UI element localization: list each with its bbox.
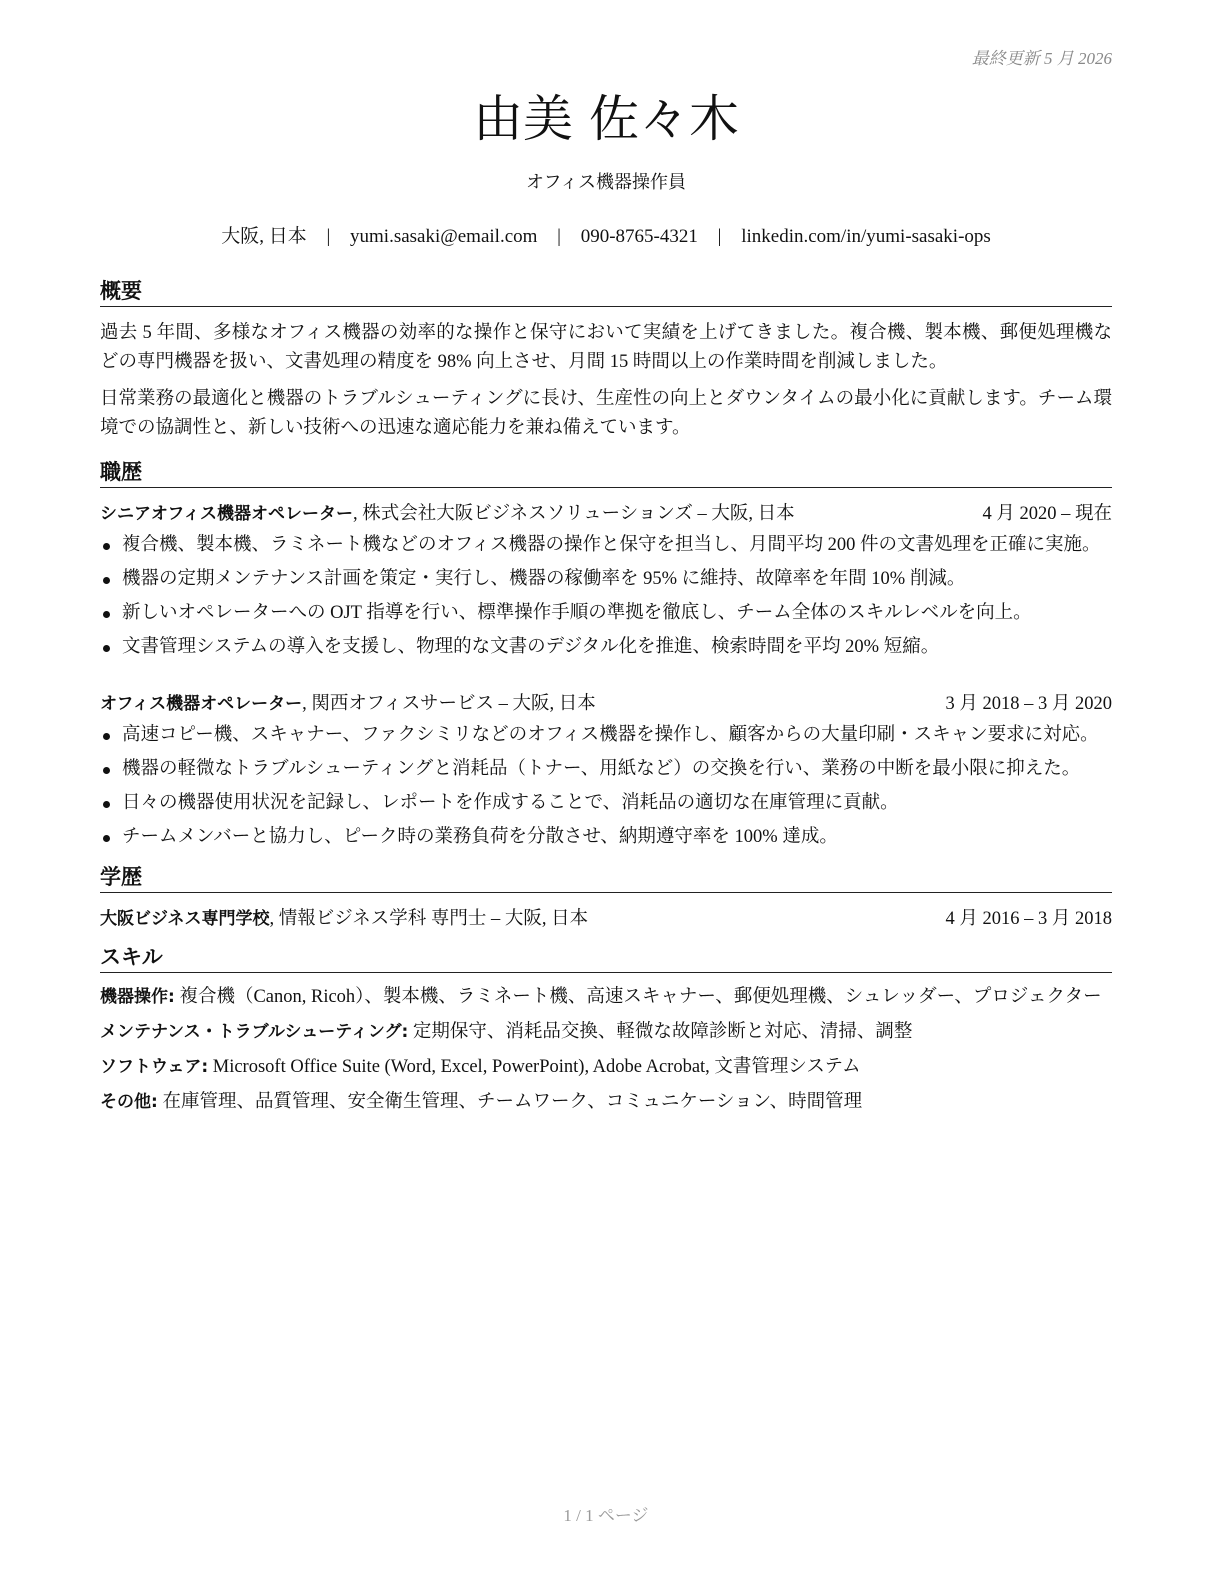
job-title: オフィス機器操作員 <box>525 172 687 193</box>
job-dates: 3 月 2018 – 3 月 2020 <box>945 694 1112 714</box>
job-header <box>100 690 1112 719</box>
job-bullet: 複合機、製本機、ラミネート機などのオフィス機器の操作と保守を担当し、月間平均 200 件の文書処理を正確に実施。 <box>100 532 1112 559</box>
job-bullet: 文書管理システムの導入を支援し、物理的な文書のデジタル化を推進、検索時間を平均 20% 短縮。 <box>100 634 1112 661</box>
summary-paragraph: 日常業務の最適化と機器のトラブルシューティングに長け、生産性の向上とダウンタイムの最小化に貢献します。チーム環境での協調性と、新しい技術への迅速な適応能力を兼ね備えています。 <box>100 389 1112 438</box>
skill-value: 複合機（Canon, Ricoh）、製本機、ラミネート機、高速スキャナー、郵便処理機、シュレッダー、プロジェクター <box>174 987 1102 1007</box>
school-name: 大阪ビジネス専門学校 <box>100 909 270 929</box>
job-bullet: 新しいオペレーターへの OJT 指導を行い、標準操作手順の準拠を徹底し、チーム全体のスキルレベルを向上。 <box>100 600 1112 627</box>
resume-body <box>100 276 1112 1117</box>
contact-phone[interactable]: 090-8765-4321 <box>580 226 698 247</box>
education-entry <box>100 905 1112 934</box>
candidate-name: 由美 佐々木 <box>473 90 739 148</box>
skills-heading: スキル <box>100 942 1112 973</box>
contact-separator: | <box>557 226 561 247</box>
skill-value: Microsoft Office Suite (Word, Excel, PowerPoint), Adobe Acrobat, 文書管理システム <box>208 1057 861 1077</box>
contact-separator: | <box>326 226 331 247</box>
job-bullet: 高速コピー機、スキャナー、ファクシミリなどのオフィス機器を操作し、顧客からの大量印刷・スキャン要求に対応。 <box>100 722 1112 749</box>
job-role: オフィス機器オペレーター <box>100 694 303 714</box>
job-org: , 関西オフィスサービス – 大阪, 日本 <box>302 694 596 714</box>
education-heading: 学歴 <box>100 862 1112 893</box>
job-role: シニアオフィス機器オペレーター <box>100 504 353 524</box>
resume-page <box>100 0 1112 1584</box>
job-bullet: チームメンバーと協力し、ピーク時の業務負荷を分散させ、納期遵守率を 100% 達成。 <box>100 824 1112 851</box>
page-indicator: 1 / 1 ページ <box>563 1506 649 1525</box>
skill-label: メンテナンス・トラブルシューティング: <box>100 1022 409 1042</box>
skill-label: ソフトウェア: <box>100 1057 209 1077</box>
experience-heading: 職歴 <box>100 457 1112 488</box>
education-detail: , 情報ビジネス学科 専門士 – 大阪, 日本 <box>269 909 589 929</box>
skill-row <box>100 1088 1112 1117</box>
skill-row <box>100 1018 1112 1047</box>
education-dates: 4 月 2016 – 3 月 2018 <box>945 909 1112 929</box>
contact-separator: | <box>717 226 722 247</box>
job-bullet-list <box>100 532 1112 661</box>
contact-location: 大阪, 日本 <box>221 226 307 247</box>
summary-paragraph: 過去 5 年間、多様なオフィス機器の効率的な操作と保守において実績を上げてきました。複合機、製本機、郵便処理機などの専門機器を扱い、文書処理の精度を 98% 向上させ、月間 15 時間以上の作業時間を削減しました。 <box>100 323 1112 372</box>
skill-value: 在庫管理、品質管理、安全衛生管理、チームワーク、コミュニケーション、時間管理 <box>157 1092 863 1112</box>
job-bullet: 機器の定期メンテナンス計画を策定・実行し、機器の稼働率を 95% に維持、故障率を年間 10% 削減。 <box>100 566 1112 593</box>
skill-label: その他: <box>100 1092 158 1112</box>
job-dates: 4 月 2020 – 現在 <box>982 504 1112 524</box>
last-updated: 最終更新 5 月 2026 <box>971 49 1112 68</box>
contact-email[interactable]: yumi.sasaki@email.com <box>350 226 538 247</box>
contact-linkedin[interactable]: linkedin.com/in/yumi-sasaki-ops <box>741 226 991 247</box>
contact-line <box>100 223 1112 251</box>
skill-value: 定期保守、消耗品交換、軽微な故障診断と対応、清掃、調整 <box>408 1022 913 1042</box>
skill-row <box>100 1053 1112 1082</box>
job-bullet: 機器の軽微なトラブルシューティングと消耗品（トナー、用紙など）の交換を行い、業務の中断を最小限に抑えた。 <box>100 756 1112 783</box>
job-bullet: 日々の機器使用状況を記録し、レポートを作成することで、消耗品の適切な在庫管理に貢献。 <box>100 790 1112 817</box>
skill-row <box>100 983 1112 1012</box>
job-org: , 株式会社大阪ビジネスソリューションズ – 大阪, 日本 <box>352 504 795 524</box>
job-header <box>100 500 1112 529</box>
skill-label: 機器操作: <box>100 987 175 1007</box>
job-bullet-list <box>100 722 1112 851</box>
summary-heading: 概要 <box>100 276 1112 307</box>
